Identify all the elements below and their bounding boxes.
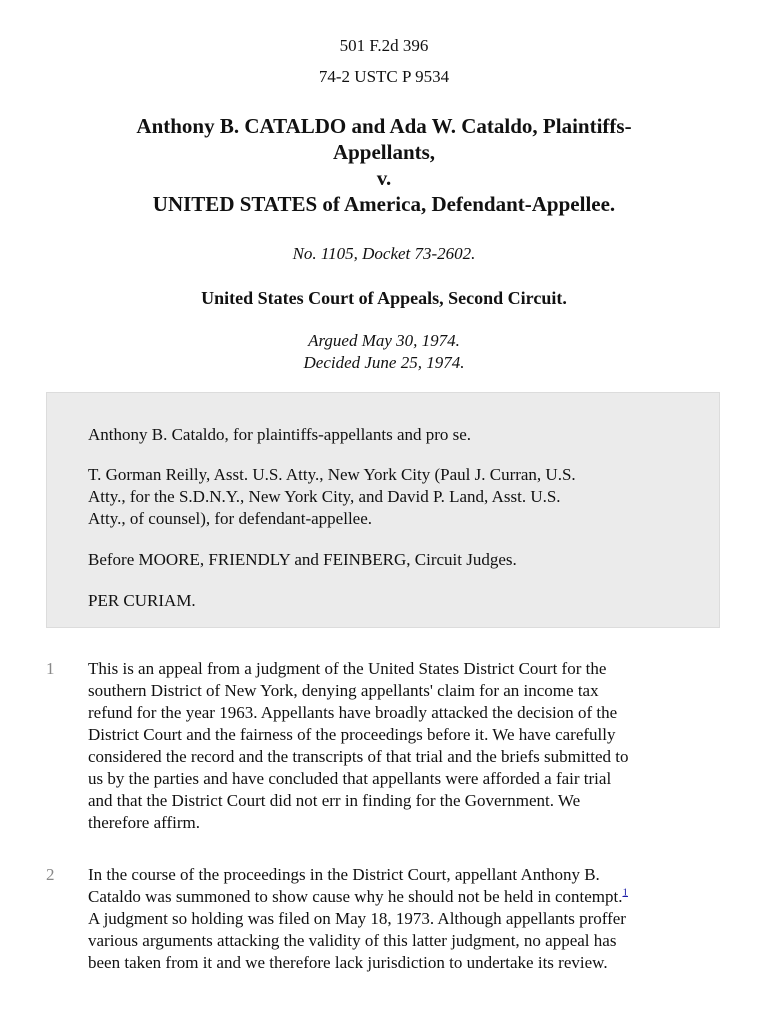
paragraph-line: A judgment so holding was filed on May 18, 1973. Although appellants proffer [88, 909, 626, 928]
appellee-counsel-line: T. Gorman Reilly, Asst. U.S. Atty., New York City (Paul J. Curran, U.S. [88, 465, 576, 484]
decided-date: Decided June 25, 1974. [303, 353, 465, 372]
paragraph-number: 2 [46, 865, 55, 884]
counsel-panel [46, 392, 720, 628]
paragraph-text [88, 658, 728, 834]
appellee-counsel [88, 464, 688, 530]
caption-line: Anthony B. CATALDO and Ada W. Cataldo, Plaintiffs- [136, 114, 632, 138]
paragraph-line: us by the parties and have concluded that appellants were afforded a fair trial [88, 769, 612, 788]
paragraph-number: 1 [46, 659, 55, 678]
bench-judges: Before MOORE, FRIENDLY and FEINBERG, Circuit Judges. [88, 550, 517, 569]
paragraph-line: therefore affirm. [88, 813, 201, 832]
caption-line: v. [376, 166, 392, 190]
reporter-citation: 501 F.2d 396 [339, 36, 429, 55]
paragraph-line: In the course of the proceedings in the District Court, appellant Anthony B. [88, 865, 600, 884]
paragraph-line: been taken from it and we therefore lack jurisdiction to undertake its review. [88, 953, 608, 972]
case-caption [60, 113, 708, 217]
paragraph-line: refund for the year 1963. Appellants have broadly attacked the decision of the [88, 703, 618, 722]
paragraph-line: southern District of New York, denying appellants' claim for an income tax [88, 681, 599, 700]
paragraph-line: Cataldo was summoned to show cause why he should not be held in contempt. [88, 887, 623, 906]
paragraph-line: considered the record and the transcripts of that trial and the briefs submitted to [88, 747, 629, 766]
appellant-counsel: Anthony B. Cataldo, for plaintiffs-appellants and pro se. [88, 425, 472, 444]
tax-citation: 74-2 USTC P 9534 [318, 67, 450, 86]
appellee-counsel-line: Atty., of counsel), for defendant-appellee. [88, 509, 373, 528]
argued-date: Argued May 30, 1974. [308, 331, 460, 350]
paragraph-line: This is an appeal from a judgment of the United States District Court for the [88, 659, 607, 678]
docket-number: No. 1105, Docket 73-2602. [292, 244, 476, 263]
caption-line: Appellants, [332, 140, 436, 164]
caption-line: UNITED STATES of America, Defendant-Appellee. [152, 192, 616, 216]
paragraph-line: various arguments attacking the validity of this latter judgment, no appeal has [88, 931, 617, 950]
per-curiam: PER CURIAM. [88, 591, 196, 610]
paragraph-line: District Court and the fairness of the proceedings before it. We have carefully [88, 725, 616, 744]
paragraph-text [88, 864, 728, 974]
paragraph-line: and that the District Court did not err in finding for the Government. We [88, 791, 581, 810]
footnote-link[interactable]: 1 [622, 886, 628, 899]
appellee-counsel-line: Atty., for the S.D.N.Y., New York City, and David P. Land, Asst. U.S. [88, 487, 561, 506]
case-dates [0, 330, 768, 374]
court-name: United States Court of Appeals, Second Circuit. [201, 288, 567, 308]
